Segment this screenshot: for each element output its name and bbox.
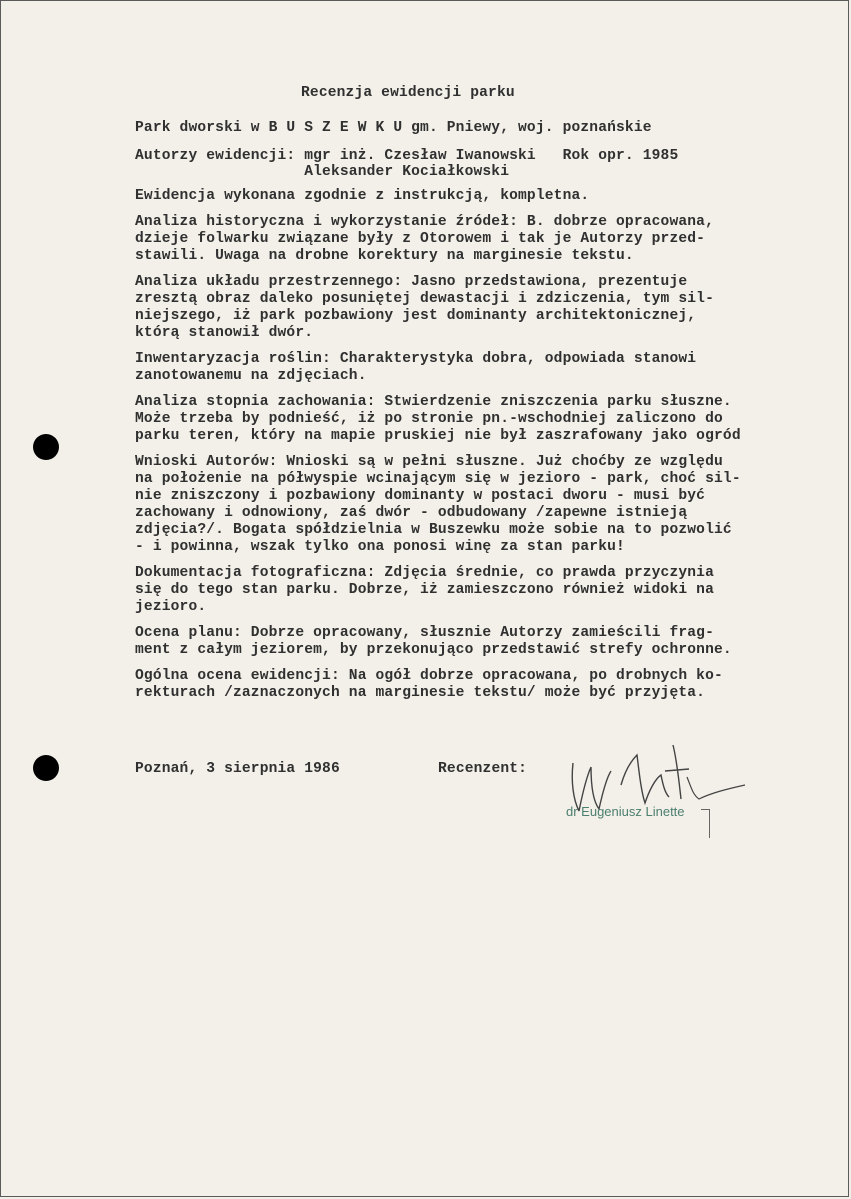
text-line: zdjęcia?/. Bogata spółdzielnia w Buszewku może sobie na to pozwolić xyxy=(135,522,732,538)
document-title: Recenzja ewidencji parku xyxy=(301,85,515,101)
text-line: Aleksander Kociałkowski xyxy=(135,164,510,180)
text-line: Ocena planu: Dobrze opracowany, słusznie Autorzy zamieścili frag- xyxy=(135,625,714,641)
text-line: Analiza stopnia zachowania: Stwierdzenie zniszczenia parku słuszne. xyxy=(135,394,732,410)
text-line: dzieje folwarku związane były z Otorowem i tak je Autorzy przed- xyxy=(135,231,706,247)
text-line: Inwentaryzacja roślin: Charakterystyka dobra, odpowiada stanowi xyxy=(135,351,697,367)
text-line: rekturach /zaznaczonych na marginesie tekstu/ może być przyjęta. xyxy=(135,685,706,701)
text-line: Może trzeba by podnieść, iż po stronie pn.-wschodniej zaliczono do xyxy=(135,411,723,427)
text-line: na położenie na półwyspie wcinającym się w jezioro - park, choć sil- xyxy=(135,471,741,487)
text-line: Analiza historyczna i wykorzystanie źródeł: B. dobrze opracowana, xyxy=(135,214,714,230)
text-line: zachowany i odnowiony, zaś dwór - odbudowany /zapewne istnieją xyxy=(135,505,688,521)
text-line: Ewidencja wykonana zgodnie z instrukcją, kompletna. xyxy=(135,188,590,204)
text-line: Park dworski w B U S Z E W K U gm. Pniewy, woj. poznańskie xyxy=(135,120,652,136)
text-line: parku teren, który na mapie pruskiej nie był zaszrafowany jako ogród xyxy=(135,428,741,444)
text-line: się do tego stan parku. Dobrze, iż zamieszczono również widoki na xyxy=(135,582,714,598)
text-line: Autorzy ewidencji: mgr inż. Czesław Iwanowski Rok opr. 1985 xyxy=(135,148,679,164)
text-line: zresztą obraz daleko posuniętej dewastacji i zdziczenia, tym sil- xyxy=(135,291,714,307)
text-line: zanotowanemu na zdjęciach. xyxy=(135,368,367,384)
text-line: Ogólna ocena ewidencji: Na ogół dobrze opracowana, po drobnych ko- xyxy=(135,668,723,684)
text-line: stawili. Uwaga na drobne korektury na marginesie tekstu. xyxy=(135,248,634,264)
reviewer-stamp: dr Eugeniusz Linette xyxy=(566,804,685,819)
text-line: - i powinna, wszak tylko ona ponosi winę za stan parku! xyxy=(135,539,625,555)
punch-hole-upper xyxy=(33,434,59,460)
text-line: jezioro. xyxy=(135,599,207,615)
punch-hole-lower xyxy=(33,755,59,781)
text-line: ment z całym jeziorem, by przekonująco przedstawić strefy ochronne. xyxy=(135,642,732,658)
text-line: Dokumentacja fotograficzna: Zdjęcia średnie, co prawda przyczynia xyxy=(135,565,714,581)
place-date: Poznań, 3 sierpnia 1986 xyxy=(135,761,340,777)
handwritten-signature xyxy=(561,741,751,841)
text-line: którą stanowił dwór. xyxy=(135,325,314,341)
reviewer-label: Recenzent: xyxy=(438,761,528,777)
text-line: Wnioski Autorów: Wnioski są w pełni słuszne. Już choćby ze względu xyxy=(135,454,723,470)
text-line: Analiza układu przestrzennego: Jasno przedstawiona, prezentuje xyxy=(135,274,688,290)
text-line: niejszego, iż park pozbawiony jest dominanty architektonicznej, xyxy=(135,308,697,324)
text-line: nie zniszczony i pozbawiony dominanty w postaci dworu - musi być xyxy=(135,488,706,504)
stamp-bracket xyxy=(701,809,710,838)
